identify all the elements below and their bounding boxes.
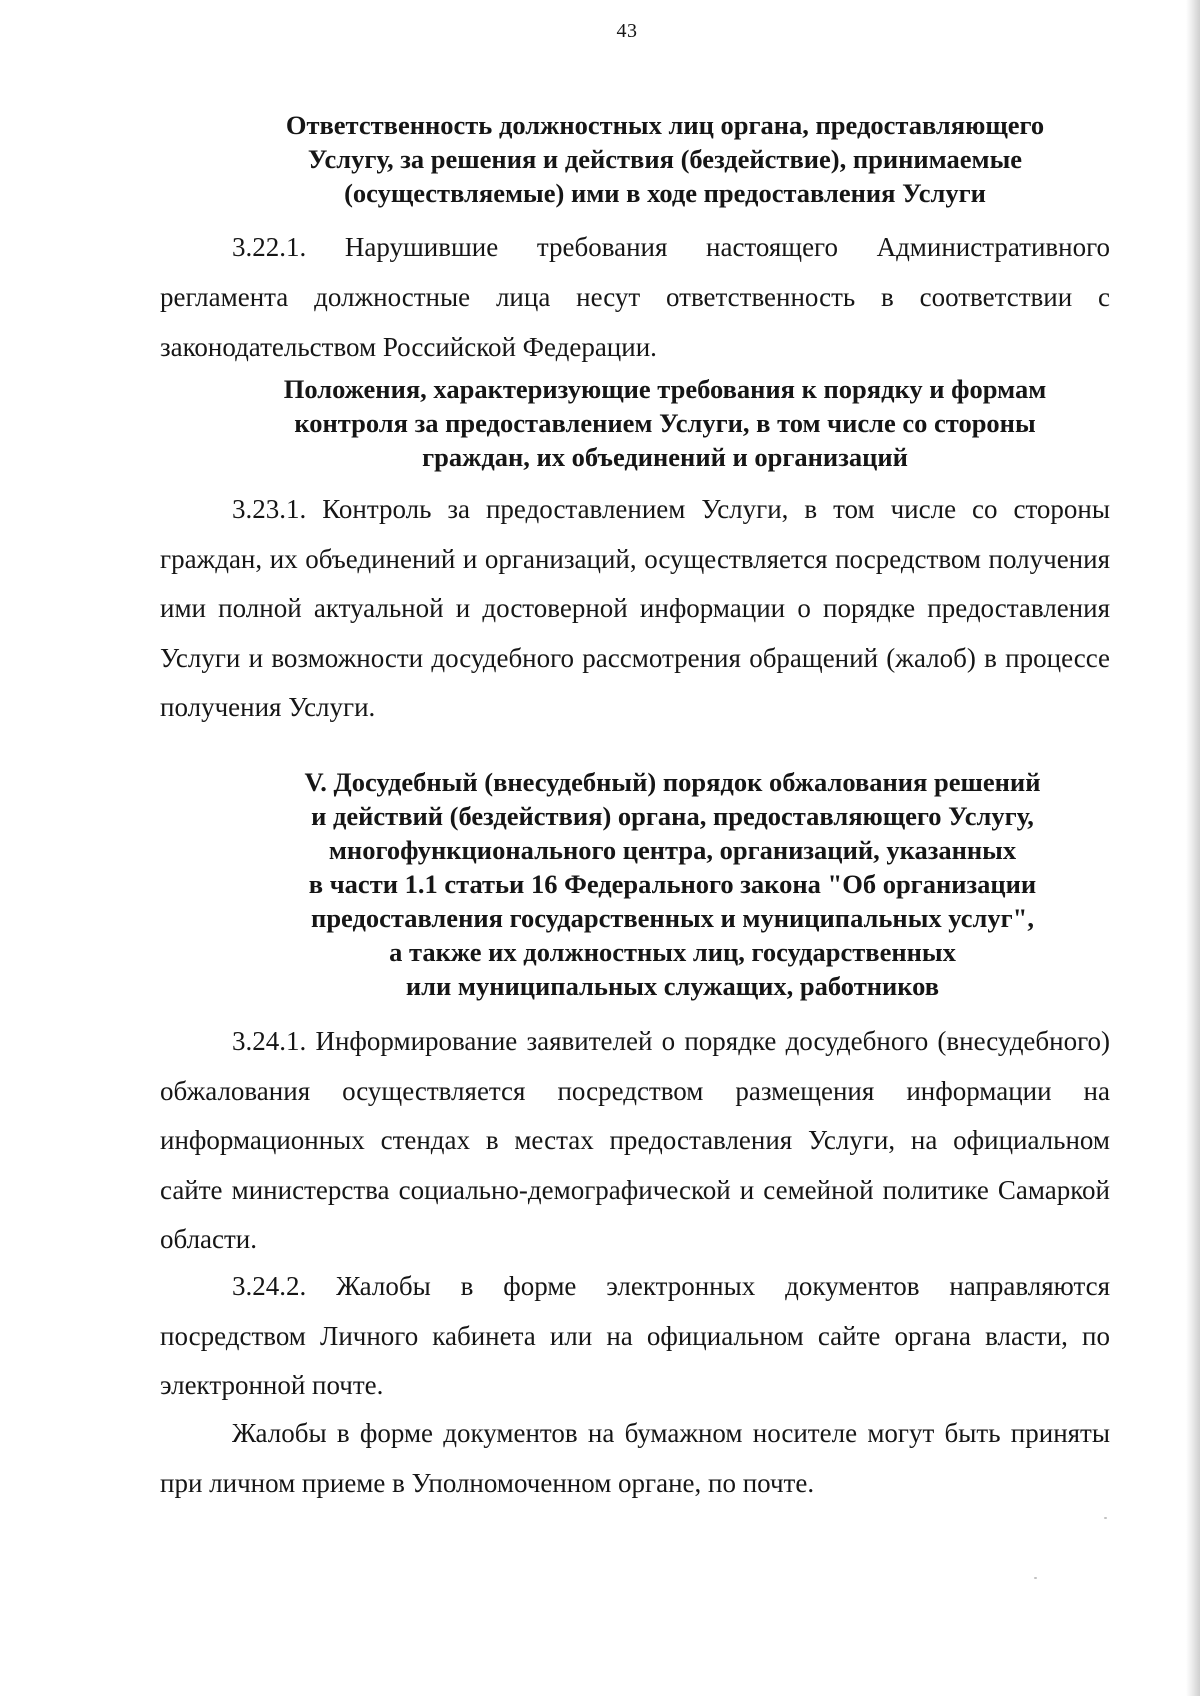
section-heading-control: Положения, характеризующие требования к порядку и формам контроля за предоставлением Услуги, в том числе со стороны граждан, их объединений и организаций — [283, 374, 1047, 472]
scan-speck — [1104, 1517, 1107, 1519]
paragraph-paper-complaints: Жалобы в форме документов на бумажном носителе могут быть приняты при личном приеме в Уполномоченном органе, по почте. — [160, 1418, 1110, 1498]
paragraph-3-22-1: 3.22.1. Нарушившие требования настоящего Административного регламента должностные лица несут ответственность в соответствии с законодательством Российской Федерации. — [160, 232, 1110, 362]
paragraph-3-24-2: 3.24.2. Жалобы в форме электронных документов направляются посредством Личного кабинета или на официальном сайте органа власти, по электронной почте. — [160, 1271, 1110, 1400]
paragraph-3-24-1: 3.24.1. Информирование заявителей о порядке досудебного (внесудебного) обжалования осуществляется посредством размещения информации на информационных стендах в местах предоставления Услуги, на официальном сайте министерства социально-демографической и семейной политике Самаркой области. — [160, 1026, 1110, 1254]
section-heading-appeal: V. Досудебный (внесудебный) порядок обжалования решений и действий (бездействия) органа, предоставляющего Услугу, многофункционального центра, организаций, указанных в части 1.1 статьи 16 Федерального закона "Об организации предоставления государственных и муниципальных услуг", а также их должностных лиц, государственных или муниципальных служащих, работников — [304, 767, 1041, 1001]
section-heading-responsibility: Ответственность должностных лиц органа, предоставляющего Услугу, за решения и действия (бездействие), принимаемые (осуществляемые) ими в ходе предоставления Услуги — [285, 110, 1045, 208]
scan-speck — [1034, 1577, 1037, 1579]
paragraph-3-23-1: 3.23.1. Контроль за предоставлением Услуги, в том числе со стороны граждан, их объединений и организаций, осуществляется посредством получения ими полной актуальной и достоверной информации о порядке предоставления Услуги и возможности досудебного рассмотрения обращений (жалоб) в процессе получения Услуги. — [160, 494, 1110, 722]
scan-edge-shadow — [1186, 0, 1200, 1696]
page-number: 43 — [616, 20, 638, 42]
